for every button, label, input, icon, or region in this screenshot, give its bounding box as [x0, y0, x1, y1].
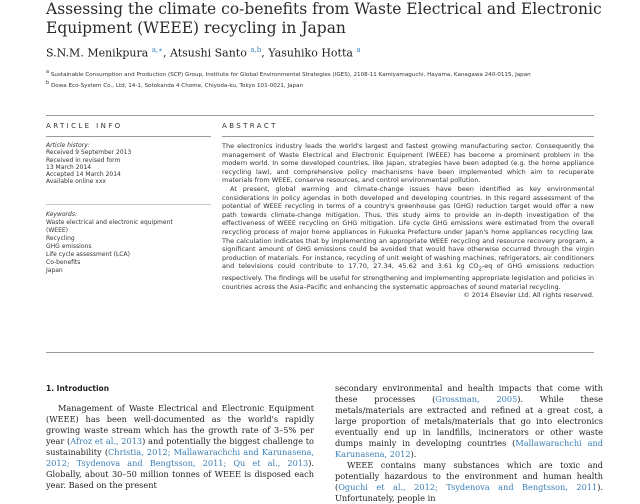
keyword: Recycling: [46, 235, 75, 242]
history-item: Available online xxx: [46, 178, 106, 186]
author-name: S.N.M. Menikpura: [46, 46, 149, 60]
body-text: Management of Waste Electrical and Electronic Equipment (WEEE) has been well-documented as the world's rapidly growing waste stream which has the growth rate of 3–5% per year (: [46, 403, 314, 446]
abstract-body: [222, 142, 594, 300]
body-column-left: [46, 383, 314, 491]
copyright-notice: © 2014 Elsevier Ltd. All rights reserved.: [463, 291, 594, 300]
keyword: (WEEE): [46, 227, 68, 234]
abstract-text: At present, global warming and climate-change issues have been identified as key environmental considerations in policy agendas in both developed and developing countries. In this regard assessment of the potential of WEEE recycling in terms of a country's greenhouse gas (GHG) reduction target would offer a new path towards climate-change mitigation. Thus, this study aims to provide an in-depth investigation of the effectiveness of WEEE recycling on GHG mitigation. Life cycle GHG emissions were estimated from the overall recycling process of major home appliances in Fukuoka Prefecture under Japan's home appliances recycling law. The calculation indicates that by implementing an appropriate WEEE recycling and resource recovery program, a significant amount of GHG emissions could be avoided that would have otherwise occurred through the virgin production of materials. For instance, recycling of unit weight of washing machines, refrigerators, air conditioners and televisions could contribute to 17.70, 27.34, 45.62 and 3.61 kg CO: [222, 184, 594, 271]
citation-link[interactable]: Christia, 2012; Mallawarachchi and Karunasena, 2012; Tsydenova and Bengtsson, 2011; Qu et al., 2013: [46, 447, 314, 468]
body-text: ). Globally, about 30–50 million tonnes of WEEE is disposed each year. Based on the present: [46, 458, 314, 490]
abstract-heading: ABSTRACT: [222, 122, 278, 130]
author-name: Atsushi Santo: [169, 46, 247, 60]
citation-link[interactable]: Oguchi et al., 2012; Tsydenova and Bengtsson, 2011: [338, 482, 598, 492]
section-heading: 1. Introduction: [46, 384, 110, 393]
affiliation-text: Dowa Eco-System Co., Ltd, 14-1, Sotokanda 4 Chome, Chiyoda-ku, Tokyo 101-0021, Japan: [50, 82, 304, 89]
history-item: Received 9 September 2013: [46, 149, 132, 157]
abstract-paragraph: The electronics industry leads the world's largest and fastest growing manufacturing sector. Consequently the management of Waste Electrical and Electronic Equipment (WEEE) has become a prominent problem in the modern world. In some developed countries, like Japan, strategies have been adopted (e.g. the home appliance recycling law), and comprehensive policy mechanisms have been implemented which aim to recuperate materials from WEEE, conserve resources, and control environmental pollution.: [222, 142, 594, 185]
body-text: secondary environmental and health impacts that come with these processes (: [335, 383, 603, 404]
author-name: Yasuhiko Hotta: [268, 46, 353, 60]
keyword: Life cycle assessment (LCA): [46, 251, 130, 258]
article-info-heading: ARTICLE INFO: [46, 122, 123, 130]
subscript: 2: [478, 266, 482, 273]
affiliation: [46, 68, 566, 79]
keyword: Co-benefits: [46, 259, 81, 266]
citation-link[interactable]: Mallawarachchi and Karunasena, 2012: [335, 438, 603, 459]
body-text: ). While these metals/materials are extracted and refined at a great cost, a large proportion of metals/materials that go into electronics eventually end up in landfills, incinerators or other waste dumps mainly in developing countries (: [335, 394, 603, 448]
header-rule: [46, 115, 594, 116]
body-text: WEEE contains many substances which are toxic and potentially hazardous to the environment and human health (: [335, 460, 603, 492]
author-marks[interactable]: a,∗: [151, 46, 163, 54]
history-label: Article history:: [46, 142, 90, 149]
body-paragraph: [46, 403, 314, 491]
body-column-right: [335, 383, 603, 504]
affiliation-mark: b: [46, 79, 50, 86]
keywords-rule: [46, 204, 211, 205]
history-item: 13 March 2014: [46, 163, 92, 171]
body-rule: [46, 352, 594, 353]
body-text: ).: [410, 449, 417, 459]
keyword: Japan: [46, 267, 63, 274]
abstract-rule: [222, 136, 594, 137]
citation-link[interactable]: Grossman, 2005: [435, 394, 518, 404]
keywords-label: Keywords:: [46, 211, 77, 218]
author-marks[interactable]: a: [356, 46, 361, 54]
history-item: Received in revised form: [46, 156, 121, 164]
affiliation-text: Sustainable Consumption and Production (SCP) Group, Institute for Global Environmental Strategies (IGES), 2108-11 Kamiyamaguchi, Hayama, Kanagawa 240-0115, Japan: [50, 71, 531, 78]
article-history: [46, 142, 206, 186]
affiliation-mark: a: [46, 69, 50, 75]
body-text: ) and potentially the biggest challenge to sustainability (: [46, 436, 314, 457]
keywords: [46, 211, 211, 275]
abstract-paragraph: [222, 185, 594, 291]
keyword: GHG emissions: [46, 243, 92, 250]
history-item: Accepted 14 March 2014: [46, 171, 121, 179]
citation-link[interactable]: Afroz et al., 2013: [70, 436, 143, 446]
article-title: Assessing the climate co-benefits from Waste Electrical and Electronic Equipment (WEEE) recycling in Japan: [46, 0, 602, 37]
body-paragraph: [335, 460, 603, 504]
article-info-rule: [46, 136, 211, 137]
affiliations: [46, 68, 566, 90]
author-marks[interactable]: a,b: [250, 46, 262, 54]
body-text: ). Unfortunately, people in: [335, 482, 603, 503]
author-list: S.N.M. Menikpura $^{a,∗}$, Atsushi Santo $^{a,b}$, Yasuhiko Hotta $^a$: [46, 46, 361, 60]
body-paragraph: [335, 383, 603, 460]
abstract-text: -eq of GHG emissions reduction respectively. The findings will be useful for strengthening and implementing appropriate legislation and policies in countries across the Asia–Pacific and enhancing the systematic approaches of sound material recycling.: [222, 262, 594, 291]
keyword: Waste electrical and electronic equipment: [46, 219, 173, 226]
affiliation: [46, 79, 566, 90]
